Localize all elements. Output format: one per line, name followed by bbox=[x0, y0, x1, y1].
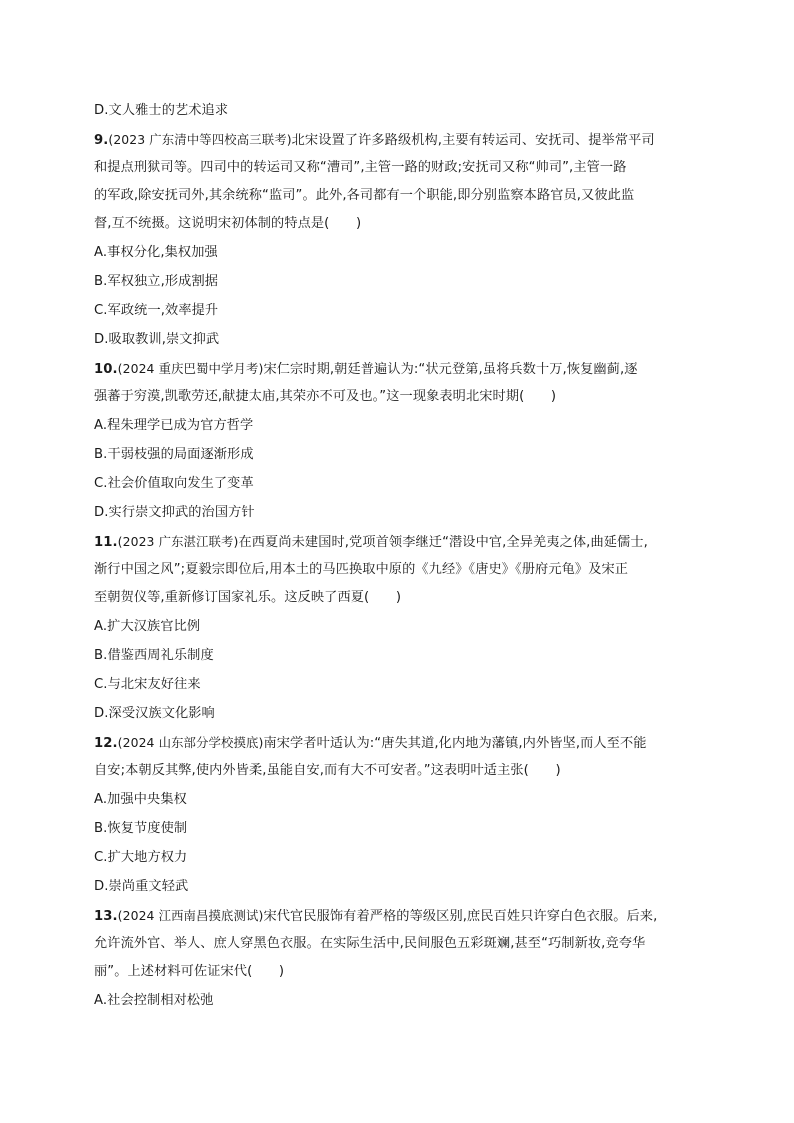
option-a-q12: A.加强中央集权 bbox=[94, 792, 187, 807]
option-c-q11: C.与北宋友好往来 bbox=[94, 677, 201, 692]
question-number: 13. bbox=[94, 909, 118, 924]
question-number: 11. bbox=[94, 535, 118, 550]
question-9-stem-line-3: 的军政,除安抚司外,其余统称“监司”。此外,各司都有一个职能,即分别监察本路官员,又彼此监 bbox=[94, 188, 635, 203]
question-source: (2024 重庆巴蜀中学月考) bbox=[117, 361, 264, 376]
question-number: 10. bbox=[94, 362, 118, 377]
option-d-q12: D.崇尚重文轻武 bbox=[94, 879, 189, 894]
question-9-stem-line-4: 督,互不统摄。这说明宋初体制的特点是( ) bbox=[94, 216, 362, 231]
option-d-q8: D.文人雅士的艺术追求 bbox=[94, 103, 229, 118]
question-13-stem-line-3: 丽”。上述材料可佐证宋代( ) bbox=[94, 964, 285, 979]
option-a-q11: A.扩大汉族官比例 bbox=[94, 619, 201, 634]
question-text: 宋代官民服饰有着严格的等级区别,庶民百姓只许穿白色衣服。后来, bbox=[263, 909, 658, 924]
question-11-stem-line-2: 渐行中国之风”;夏毅宗即位后,用本土的马匹换取中原的《九经》《唐史》《册府元龟》及宋正 bbox=[94, 562, 629, 577]
question-11-stem-line-3: 至朝贺仪等,重新修订国家礼乐。这反映了西夏( ) bbox=[94, 590, 402, 605]
option-a-q10: A.程朱理学已成为官方哲学 bbox=[94, 418, 254, 433]
question-text: 在西夏尚未建国时,党项首领李继迁“潜设中官,全异羌夷之体,曲延儒士, bbox=[238, 535, 648, 550]
question-12-stem-line-1 bbox=[94, 733, 647, 754]
question-number: 9. bbox=[94, 133, 109, 148]
question-9-stem-line-2: 和提点刑狱司等。四司中的转运司又称“漕司”,主管一路的财政;安抚司又称“帅司”,主管一路 bbox=[94, 160, 627, 175]
question-number: 12. bbox=[94, 736, 118, 751]
option-c-q9: C.军政统一,效率提升 bbox=[94, 303, 219, 318]
option-b-q9: B.军权独立,形成割据 bbox=[94, 274, 219, 289]
option-d-q10: D.实行崇文抑武的治国方针 bbox=[94, 505, 255, 520]
option-b-q11: B.借鉴西周礼乐制度 bbox=[94, 648, 214, 663]
question-source: (2024 江西南昌摸底测试) bbox=[117, 908, 264, 923]
option-d-q11: D.深受汉族文化影响 bbox=[94, 706, 215, 721]
question-source: (2023 广东清中等四校高三联考) bbox=[108, 132, 292, 147]
option-d-q9: D.吸取教训,崇文抑武 bbox=[94, 332, 220, 347]
question-text: 北宋设置了许多路级机构,主要有转运司、安抚司、提举常平司 bbox=[291, 133, 655, 148]
question-13-stem-line-2: 允许流外官、举人、庶人穿黑色衣服。在实际生活中,民间服色五彩斑斓,甚至“巧制新妆,竞夸华 bbox=[94, 936, 646, 951]
question-13-stem-line-1 bbox=[94, 906, 657, 927]
question-10-stem-line-2: 强蕃于穷漠,凯歌劳还,献捷太庙,其荣亦不可及也。”这一现象表明北宋时期( ) bbox=[94, 389, 557, 404]
option-c-q10: C.社会价值取向发生了变革 bbox=[94, 476, 254, 491]
question-text: 宋仁宗时期,朝廷普遍认为:“状元登第,虽将兵数十万,恢复幽蓟,逐 bbox=[263, 362, 638, 377]
question-source: (2023 广东湛江联考) bbox=[117, 534, 239, 549]
question-source: (2024 山东部分学校摸底) bbox=[117, 735, 264, 750]
question-11-stem-line-1 bbox=[94, 532, 648, 553]
question-10-stem-line-1 bbox=[94, 359, 638, 380]
option-a-q9: A.事权分化,集权加强 bbox=[94, 245, 218, 260]
question-9-stem-line-1 bbox=[94, 130, 655, 151]
option-a-q13: A.社会控制相对松弛 bbox=[94, 993, 214, 1008]
question-12-stem-line-2: 自安;本朝反其弊,使内外皆柔,虽能自安,而有大不可安者。”这表明叶适主张( ) bbox=[94, 763, 561, 778]
option-c-q12: C.扩大地方权力 bbox=[94, 850, 188, 865]
option-b-q12: B.恢复节度使制 bbox=[94, 821, 188, 836]
option-b-q10: B.干弱枝强的局面逐渐形成 bbox=[94, 447, 254, 462]
question-text: 南宋学者叶适认为:“唐失其道,化内地为藩镇,内外皆坚,而人至不能 bbox=[263, 736, 647, 751]
